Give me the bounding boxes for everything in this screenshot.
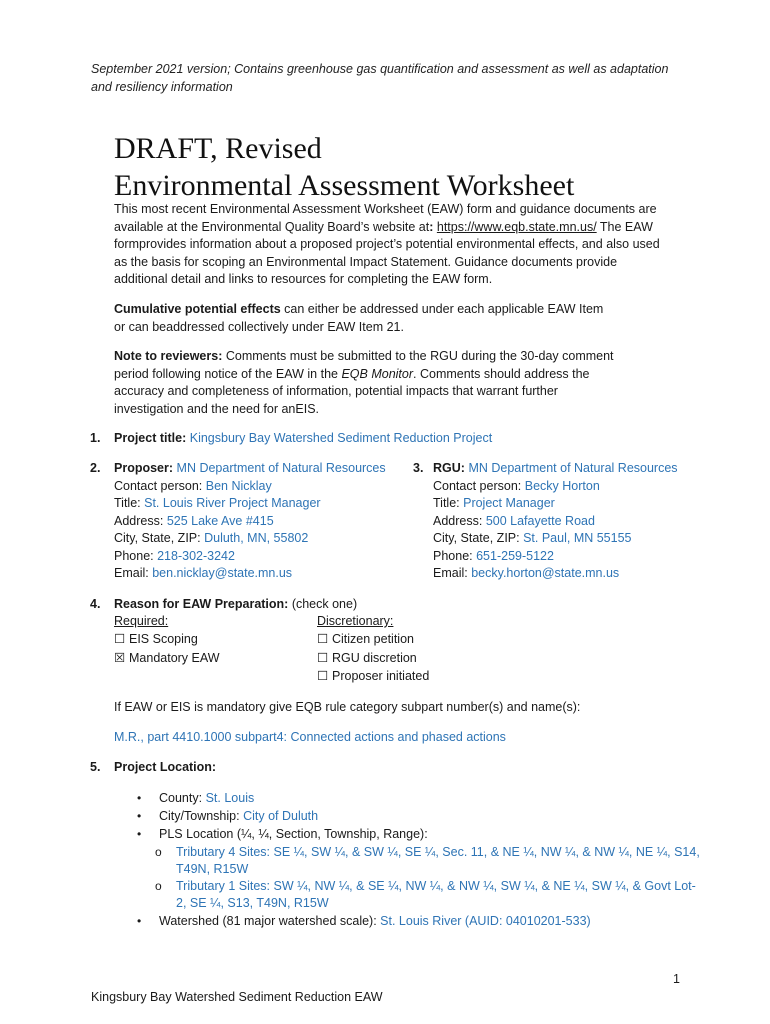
proposer-title-label: Title:	[114, 496, 141, 510]
rgu-title-label: Title:	[433, 496, 460, 510]
rgu-discretion-label: RGU discretion	[332, 651, 417, 665]
intro-text-2: The EAW formprovides information about a proposed project’s potential environmental effects, and also used as the basis for scoping an Environmental Impact Statement. Guidance documents provide additional detail and links to resources for completing the EAW form.	[114, 219, 660, 286]
pls-location-label: PLS Location (¼, ¼, Section, Township, Range):	[159, 827, 428, 841]
mandatory-value: M.R., part 4410.1000 subpart4: Connected actions and phased actions	[114, 730, 506, 744]
proposer-address-label: Address:	[114, 513, 164, 528]
rgu-phone: 651-259-5122	[476, 548, 554, 563]
mandatory-prompt: If EAW or EIS is mandatory give EQB rule category subpart number(s) and name(s):	[114, 700, 581, 714]
proposer-city-label: City, State, ZIP:	[114, 531, 201, 545]
tributary-4-line-1: Tributary 4 Sites: SE ¼, SW ¼, & SW ¼, SE ¼, Sec. 11, & NE ¼, NW ¼, & NW ¼, NE ¼, S14,	[176, 845, 700, 859]
project-title-value: Kingsbury Bay Watershed Sediment Reduction Project	[189, 431, 493, 445]
rgu-contact: Becky Horton	[524, 478, 600, 493]
city-line	[159, 808, 318, 826]
cumulative-heading: Cumulative potential effects	[114, 302, 281, 316]
item-4-number: 4.	[90, 597, 101, 611]
item-3-number: 3.	[413, 461, 424, 475]
rgu-address: 500 Lafayette Road	[485, 513, 595, 528]
rgu-email-label: Email:	[433, 566, 468, 580]
checkbox-rgu-discretion[interactable]	[317, 650, 417, 668]
tributary-1-line-2: 2, SE ¼, S13, T49N, R15W	[176, 896, 329, 910]
reviewers-text-1: Comments must be submitted to the RGU during the 30-day comment period following notice of the EAW in the	[114, 349, 614, 381]
reviewers-text-2: . Comments should address the accuracy and completeness of information, potential impacts that warrant further investigation and the need for anEIS.	[114, 366, 590, 416]
city-township-value: City of Duluth	[243, 809, 319, 823]
checkbox-unchecked-icon: ☐	[317, 651, 329, 665]
bullet-icon: •	[137, 791, 142, 805]
rgu-title: Project Manager	[463, 496, 555, 510]
version-note: September 2021 version; Contains greenhouse gas quantification and assessment as well as adaptation and resiliency information	[91, 62, 669, 94]
proposer-address: 525 Lake Ave #415	[166, 513, 274, 528]
reviewers-heading: Note to reviewers:	[114, 349, 223, 363]
page-footer: Kingsbury Bay Watershed Sediment Reduction EAW	[91, 990, 383, 1004]
city-township-label: City/Township:	[159, 809, 240, 823]
bullet-icon: •	[137, 827, 142, 841]
bullet-icon: •	[137, 809, 142, 823]
watershed-value: St. Louis River (AUID: 04010201-533)	[380, 914, 591, 928]
checkbox-eis-scoping[interactable]	[114, 631, 198, 649]
required-label: Required:	[114, 614, 169, 628]
checkbox-proposer-initiated[interactable]	[317, 668, 429, 686]
rgu-value: MN Department of Natural Resources	[468, 461, 678, 475]
county-line	[159, 790, 254, 808]
rgu-address-label: Address:	[433, 513, 483, 528]
item-4-heading	[114, 596, 357, 614]
reviewers-paragraph	[114, 348, 629, 418]
rgu-city: St. Paul, MN 55155	[523, 531, 632, 545]
eqb-monitor-text: EQB Monitor	[341, 366, 414, 381]
item-2-proposer	[114, 460, 386, 583]
checkbox-mandatory-eaw[interactable]	[114, 650, 220, 668]
rgu-label: RGU:	[433, 461, 465, 475]
title-line-1: DRAFT, Revised	[114, 132, 322, 165]
rgu-contact-label: Contact person:	[433, 478, 522, 493]
proposer-phone-label: Phone:	[114, 548, 154, 563]
proposer-label: Proposer:	[114, 461, 174, 475]
proposer-phone: 218-302-3242	[157, 548, 235, 563]
item-1-number: 1.	[90, 431, 101, 445]
watershed-line	[159, 913, 591, 931]
sub-bullet-icon: o	[155, 879, 162, 893]
rgu-email: becky.horton@state.mn.us	[471, 566, 620, 580]
project-location-label: Project Location:	[114, 760, 217, 774]
proposer-city: Duluth, MN, 55802	[204, 531, 309, 545]
cumulative-text: can either be addressed under each applicable EAW Item or can beaddressed collectively under EAW Item 21.	[114, 302, 604, 334]
eis-scoping-label: EIS Scoping	[129, 632, 198, 646]
discretionary-label: Discretionary:	[317, 614, 394, 628]
item-3-rgu	[433, 460, 678, 583]
eqb-website-link[interactable]: https://www.eqb.state.mn.us/	[436, 219, 597, 234]
watershed-label: Watershed (81 major watershed scale):	[159, 914, 377, 928]
citizen-petition-label: Citizen petition	[332, 632, 414, 646]
bullet-icon: •	[137, 914, 142, 928]
proposer-contact: Ben Nicklay	[205, 478, 272, 493]
item-5-number: 5.	[90, 760, 101, 774]
checkbox-checked-icon: ☒	[114, 651, 126, 665]
item-1-project-title	[114, 430, 492, 448]
rgu-city-label: City, State, ZIP:	[433, 531, 520, 545]
tributary-4-line-2: T49N, R15W	[176, 862, 249, 876]
checkbox-unchecked-icon: ☐	[114, 632, 126, 646]
title-line-2: Environmental Assessment Worksheet	[114, 169, 575, 202]
checkbox-citizen-petition[interactable]	[317, 631, 414, 649]
tributary-1-line-1: Tributary 1 Sites: SW ¼, NW ¼, & SE ¼, NW ¼, & NW ¼, SW ¼, & NE ¼, SW ¼, & Govt Lot-	[176, 879, 696, 893]
page-number: 1	[673, 972, 680, 986]
reason-label: Reason for EAW Preparation:	[114, 597, 289, 611]
reason-hint: (check one)	[288, 597, 358, 611]
proposer-contact-label: Contact person:	[114, 478, 203, 493]
cumulative-paragraph	[114, 301, 614, 336]
project-title-label: Project title:	[114, 431, 187, 445]
intro-paragraph	[114, 201, 674, 289]
county-label: County:	[159, 791, 203, 805]
rgu-phone-label: Phone:	[433, 548, 473, 563]
item-2-number: 2.	[90, 461, 101, 475]
proposer-initiated-label: Proposer initiated	[332, 669, 430, 683]
proposer-email: ben.nicklay@state.mn.us	[152, 566, 293, 580]
mandatory-eaw-label: Mandatory EAW	[129, 651, 220, 665]
document-title	[114, 130, 574, 204]
proposer-value: MN Department of Natural Resources	[176, 461, 386, 475]
intro-text-1: This most recent Environmental Assessment Worksheet (EAW) form and guidance documents are available at the Environmental Quality Board’s website at	[114, 202, 657, 234]
checkbox-unchecked-icon: ☐	[317, 632, 329, 646]
county-value: St. Louis	[205, 791, 255, 805]
sub-bullet-icon: o	[155, 845, 162, 859]
proposer-email-label: Email:	[114, 566, 149, 580]
proposer-title: St. Louis River Project Manager	[144, 496, 321, 510]
checkbox-unchecked-icon: ☐	[317, 669, 329, 683]
intro-colon: :	[429, 219, 437, 234]
